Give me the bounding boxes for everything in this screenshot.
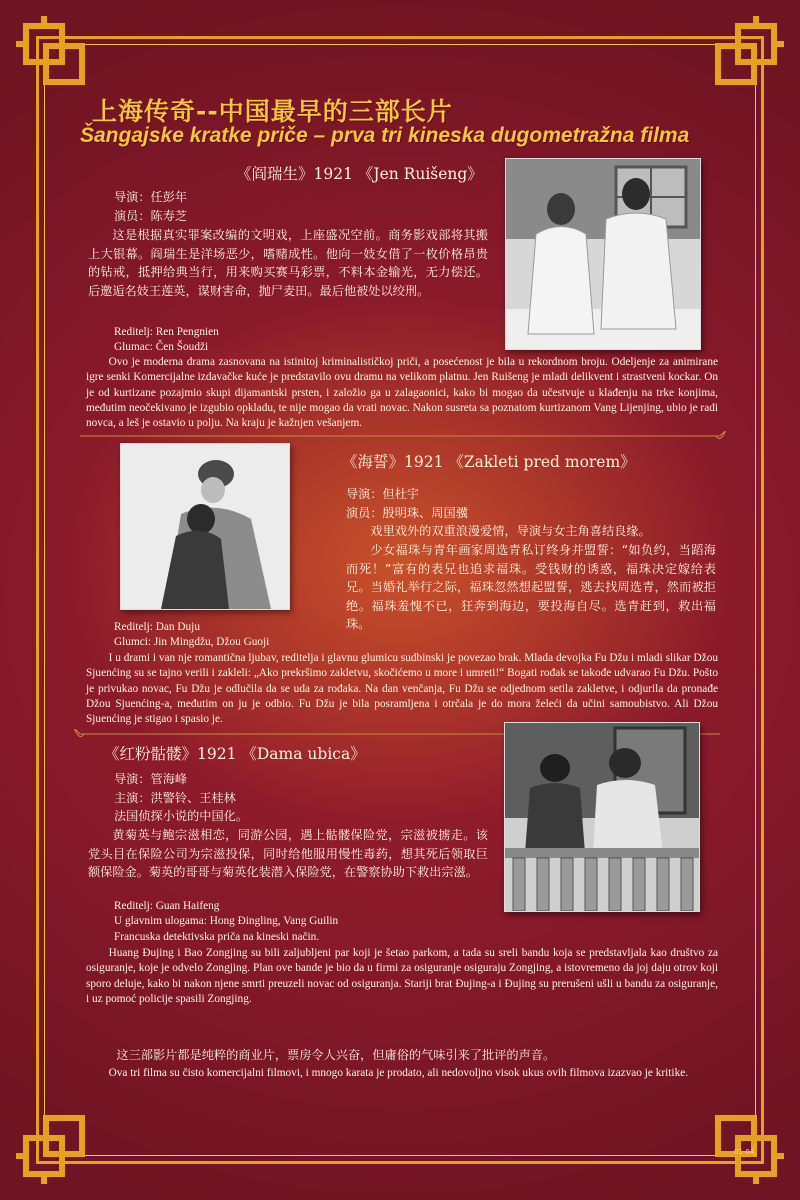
summary-cn: 这三部影片都是纯粹的商业片，票房令人兴奋，但庸俗的气味引来了批评的声音。: [116, 1048, 556, 1062]
film1-cn-director: 导演：任彭年: [114, 190, 188, 204]
page-number: 01-04: [734, 1148, 755, 1156]
film1-title: 《阎瑞生》1921 《Jen Ruišeng》: [236, 165, 483, 183]
film2-cn-actor: 演员：殷明珠、周国骥: [346, 505, 468, 520]
film1-still-photo: [505, 158, 701, 350]
film3-sr-actor: U glavnim ulogama: Hong Đingling, Vang Guilin: [114, 915, 339, 928]
section-divider: [70, 430, 730, 442]
corner-knot-icon: [688, 1088, 784, 1184]
film2-sr-actor: Glumci: Jin Mingdžu, Džou Guoji: [114, 636, 270, 649]
film1-cn-desc: 这是根据真实罪案改编的文明戏，上座盛况空前。商务影戏部将其搬上大银幕。阎瑞生是洋场恶少，嗜赌成性。他向一妓女借了一枚价格昂贵的钻戒，抵押给典当行，用来购买赛马彩票，不料本金输光，无力偿还。后邀逅名妓王莲英，谋财害命，抛尸麦田。最后他被处以绞刑。: [88, 228, 488, 298]
film2-cn-desc2: 少女福珠与青年画家周选青私订终身并盟誓：“如负约，当蹈海而死！”富有的表兄也追求福珠。受钱财的诱惑，福珠决定嫁给表兄。当婚礼举行之际，福珠忽然想起盟誓，逃去找周选青，然而被拒绝。福珠羞愧不已，狂奔到海边，要投海自尽。选青赶到，救出福珠。: [346, 543, 716, 631]
film1-sr-actor: Glumac: Čen Šoudži: [114, 341, 209, 354]
film3-cn-actor: 主演：洪警铃、王桂林: [114, 790, 236, 805]
film3-cn-desc2: 黄菊英与鲍宗滋相恋，同游公园，遇上骷髅保险党，宗滋被掳走。该党头目在保险公司为宗滋投保，同时给他服用慢性毒药，想其死后领取巨额保险金。菊英的哥哥与菊英化装潜入保险党，在警察协助下救出宗滋。: [88, 828, 488, 879]
page-title-cn: 上海传奇--中国最早的三部长片: [92, 97, 453, 126]
film1-sr-director: Reditelj: Ren Pengnien: [114, 326, 219, 338]
film1-cn-block: [114, 188, 484, 225]
film3-cn-desc1: 法国侦探小说的中国化。: [114, 809, 249, 823]
film3-still-photo: [504, 722, 700, 912]
film3-sr-desc2: Huang Đujing i Bao Zongjing su bili zaljubljeni par koji je šetao parkom, a tada su sreli bandu koja se predstavljala kao društvo za osiguranje, koje je odvelo Zongjing. Plan ove bande je bio da u firmi za osiguranje osiguraju Zongjing, a istovremeno da joj daju otrov koji sporo deluje, kako bi nakon njene smrti preuzeli novac od osiguranja. Stariji brat Đujing-a i Đujing su prerušeni ušli u bandu za osiguranje, i uz pomoć policije spasili Zongjing.: [86, 947, 718, 1005]
summary-sr: Ova tri filma su čisto komercijalni filmovi, i mnogo karata je prodato, ali nedovoljno visok ukus ovih filmova izazvao je kritike.: [108, 1067, 689, 1079]
film2-cn-director: 导演：但杜宇: [346, 487, 420, 501]
film1-sr-credits: [114, 325, 484, 356]
film3-title: 《红粉骷髅》1921 《Dama ubica》: [104, 745, 366, 763]
film3-cn-block: [114, 770, 484, 826]
corner-knot-icon: [16, 1088, 112, 1184]
film3-sr-director: Reditelj: Guan Haifeng: [114, 900, 220, 912]
film2-title: 《海誓》1921 《Zakleti pred morem》: [342, 453, 636, 471]
film3-sr-desc1: Francuska detektivska priča na kineski način.: [114, 930, 320, 943]
film2-sr-director: Reditelj: Dan Duju: [114, 621, 200, 633]
film1-cn-actor: 演员：陈寿芝: [114, 208, 188, 223]
film3-cn-director: 导演：管海峰: [114, 772, 188, 786]
corner-knot-icon: [688, 16, 784, 112]
film2-sr-desc: I u drami i van nje romantična ljubav, reditelja i glavnu glumicu sudbinski je povezao brak. Mlada devojka Fu Džu i mladi slikar Džou Sjuenćing su se tajno verili i zakleli: „Ako prekršimo zakletvu, skočićemo u more i umreti!“ Bogati rođak se takođe udvarao Fu Džu. Pošto je privukao novac, Fu Džu je odlučila da se uda za rođaka. Na dan venčanja, Fu Džu se odjednom setila zakletve, i odjurila da pronađe Džou Sjuenćing-a, međutim on ju je odbio. Fu Džu je bila posramljena i otrčala je do mora želeći da učini samoubistvo. Ali Džou Sjuenćing je stigao i spasio je.: [86, 652, 718, 726]
film2-still-photo: [120, 443, 290, 610]
film2-sr-credits: [114, 620, 484, 651]
film3-sr-credits: [114, 899, 494, 945]
film1-sr-desc: Ovo je moderna drama zasnovana na istinitoj kriminalističkoj priči, a posećenost je bila u rekordnom broju. Odeljenje za animirane igre senki Komercijalne izdavačke kuće je predstavilo ovu dramu na velikom platnu. Jen Ruišeng je mladi delikvent i strastveni kockar. On je od kurtizane pozajmio skupi dijamantski prsten, i založio ga u zalagaonici, kako bi mogao da učestvuje u klađenju na trke konjima, međutim neočekivano je izgubio opkladu, te nije mogao da vrati novac. Nakon susreta sa poznatom kurtizanom Vang Lijenjing, ubio je radi novca, a leš je ostavio u polju. Na kraju je kažnjen vešanjem.: [86, 356, 718, 430]
film2-cn-desc1: 戏里戏外的双重浪漫爱情，导演与女主角喜结良缘。: [370, 524, 651, 538]
film2-cn-block: [346, 485, 716, 522]
page-title-sr: Šangajske kratke priče – prva tri kineska dugometražna filma: [80, 124, 690, 147]
